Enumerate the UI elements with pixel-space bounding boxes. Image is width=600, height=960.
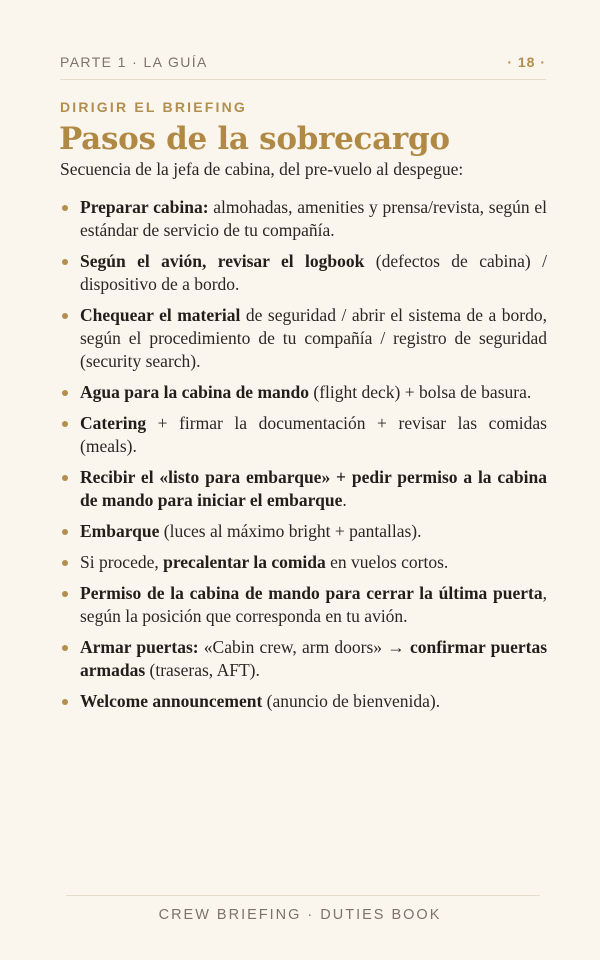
bullet-dot-icon: [62, 699, 68, 705]
step-bold: Embarque: [80, 521, 160, 541]
step-bold: Chequear el material: [80, 305, 241, 325]
step-bold: Según el avión, revisar el logbook: [80, 251, 365, 271]
step-text: (anuncio de bienvenida).: [262, 691, 441, 711]
step-text: «Cabin crew, arm doors» →: [198, 637, 410, 657]
bullet-dot-icon: [62, 529, 68, 535]
bullet-dot-icon: [62, 591, 68, 597]
list-item: [60, 412, 547, 458]
header-divider: [60, 79, 546, 80]
bullet-dot-icon: [62, 560, 68, 566]
page-footer: CREW BRIEFING · DUTIES BOOK: [158, 907, 442, 923]
list-item: [60, 196, 547, 242]
step-bold: precalentar la comida: [163, 552, 326, 572]
step-text: de seguridad / abrir el sistema de a bordo, según el procedimiento de tu compañía / registro de seguridad (security search).: [80, 305, 547, 371]
step-bold: Agua para la cabina de mando: [80, 382, 309, 402]
step-bold: Catering: [80, 413, 147, 433]
step-text: (traseras, AFT).: [145, 660, 260, 680]
step-text: (defectos de cabina) / dispositivo de a bordo.: [80, 251, 547, 294]
step-text: (flight deck) + bolsa de basura.: [309, 382, 532, 402]
step-text: , según la posición que corresponda en tu avión.: [80, 583, 547, 626]
steps-list: [60, 196, 547, 721]
step-text: .: [342, 490, 347, 510]
step-text: (luces al máximo bright + pantallas).: [159, 521, 422, 541]
list-item: [60, 304, 547, 373]
list-item: [60, 551, 547, 574]
bullet-dot-icon: [62, 645, 68, 651]
list-item: [60, 466, 547, 512]
step-text: almohadas, amenities y prensa/revista, según el estándar de servicio de tu compañía.: [80, 197, 547, 240]
step-bold: Permiso de la cabina de mando para cerrar la última puerta: [80, 583, 543, 603]
step-text: Si procede,: [80, 552, 164, 572]
step-bold: Welcome announcement: [80, 691, 263, 711]
list-item: [60, 250, 547, 296]
step-bold: Armar puertas:: [80, 637, 199, 657]
footer-divider: [66, 895, 540, 896]
list-item: [60, 582, 547, 628]
section-kicker: DIRIGIR EL BRIEFING: [60, 99, 247, 115]
bullet-dot-icon: [62, 205, 68, 211]
list-item: [60, 690, 547, 713]
section-label: PARTE 1 · LA GUÍA: [60, 54, 208, 70]
running-header: [60, 51, 546, 73]
page-title: Pasos de la sobrecargo: [59, 121, 450, 157]
bullet-dot-icon: [62, 390, 68, 396]
step-bold: Preparar cabina:: [80, 197, 209, 217]
list-item: [60, 520, 547, 543]
step-text: + firmar la documentación + revisar las comidas (meals).: [80, 413, 547, 456]
page-subtitle: Secuencia de la jefa de cabina, del pre-vuelo al despegue:: [60, 159, 464, 179]
step-bold: confirmar puertas armadas: [80, 637, 548, 680]
list-item: [60, 636, 547, 682]
step-text: en vuelos cortos.: [325, 552, 449, 572]
page-number: · 18 ·: [507, 54, 546, 70]
bullet-dot-icon: [62, 475, 68, 481]
bullet-dot-icon: [62, 313, 68, 319]
bullet-dot-icon: [62, 259, 68, 265]
step-bold: Recibir el «listo para embarque» + pedir permiso a la cabina de mando para iniciar el embarque: [80, 467, 547, 510]
list-item: [60, 381, 547, 404]
bullet-dot-icon: [62, 421, 68, 427]
